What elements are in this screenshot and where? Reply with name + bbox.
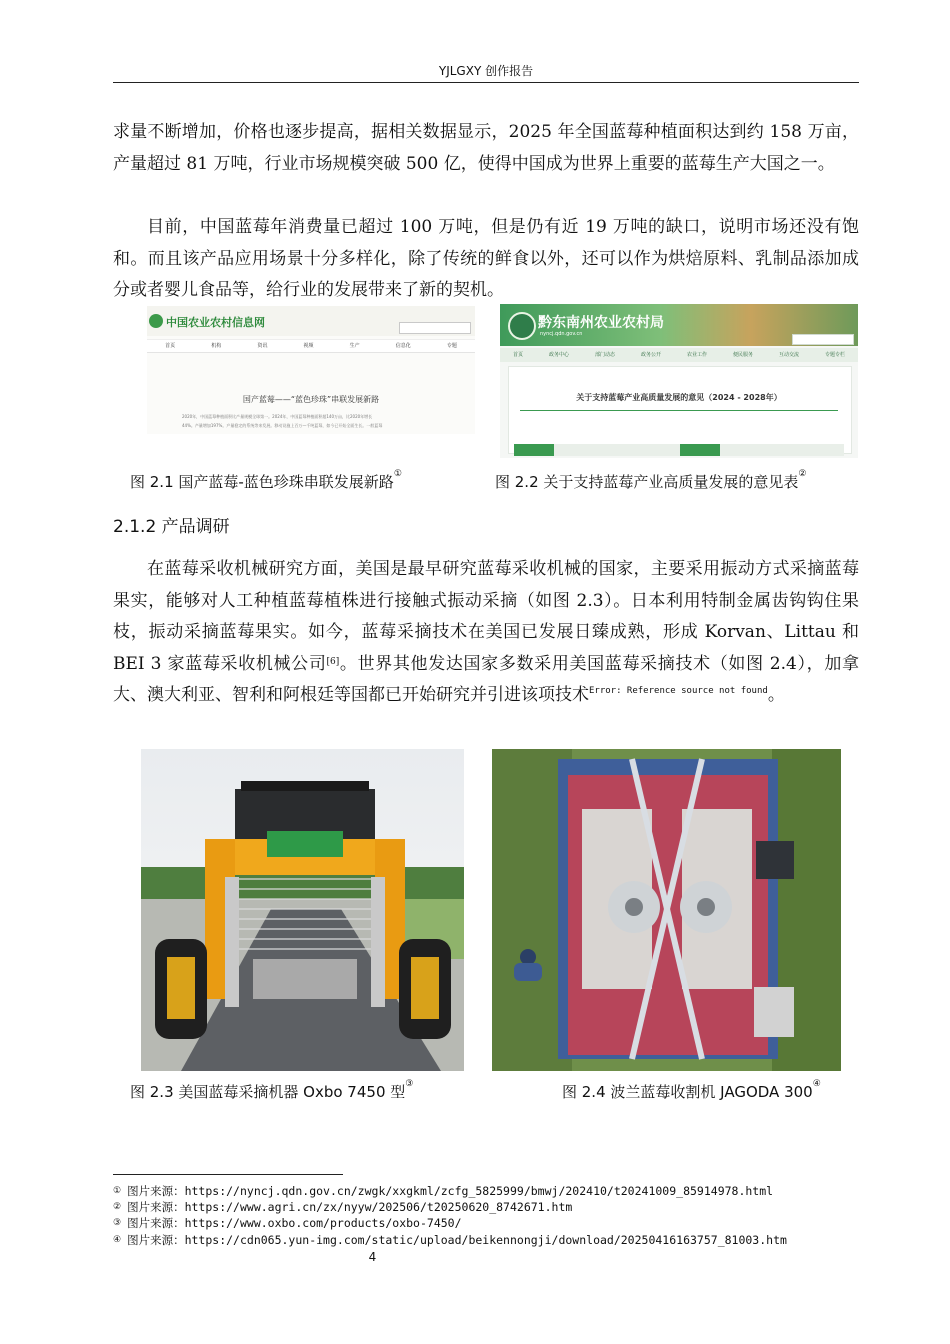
paragraph-2: 目前，中国蓝莓年消费量已超过 100 万吨，但是仍有近 19 万吨的缺口，说明市场还没有饱和。而且该产品应用场景十分多样化，除了传统的鲜食以外，还可以作为烘焙原料、乳制品添加成分或者婴儿食品等，给行业的发展带来了新的契机。 xyxy=(113,217,859,300)
figure-2-1-image xyxy=(147,306,475,434)
figure-2-3-caption: 图 2.3 美国蓝莓采摘机器 Oxbo 7450 型③ xyxy=(130,1079,414,1101)
header-title: YJLGXY 创作报告 xyxy=(438,64,534,78)
fig2-site-name: 黔东南州农业农村局 xyxy=(538,315,664,331)
footnote-link[interactable]: 图片来源：https://nyncj.qdn.gov.cn/zwgk/xxgkml/zcfg_5825999/bmwj/202410/t20241009_85914978.html xyxy=(127,1184,774,1198)
gov-emblem-icon xyxy=(508,312,536,340)
figure-2-2-caption: 图 2.2 关于支持蓝莓产业高质量发展的意见表② xyxy=(495,469,807,491)
nav-item[interactable]: 资讯 xyxy=(257,343,268,349)
nav-item[interactable]: 专题专栏 xyxy=(824,352,845,358)
paragraph-1: 求量不断增加，价格也逐步提高，据相关数据显示，2025 年全国蓝莓种植面积达到约 158 万亩，产量超过 81 万吨，行业市场规模突破 500 亿，使得中国成为世界上重要的蓝莓生产大国之一。 xyxy=(113,122,859,174)
figure-2-3-image xyxy=(141,749,464,1071)
page-number: 4 xyxy=(368,1250,377,1264)
footnote-ref-2[interactable]: ② xyxy=(798,469,807,479)
site-logo-icon xyxy=(149,314,163,328)
fig2-nav xyxy=(500,348,858,362)
citation-ref[interactable]: [6] xyxy=(326,656,340,667)
figure-2-2-image xyxy=(500,304,858,458)
nav-item[interactable]: 便民服务 xyxy=(732,352,753,358)
nav-item[interactable]: 互动交流 xyxy=(778,352,799,358)
footnote-4: ④ 图片来源：https://cdn065.yun-img.com/static/upload/beikennongji/download/20250416163757_81003.htm xyxy=(113,1233,787,1247)
page-header xyxy=(113,62,859,83)
oxbo-harvester-photo xyxy=(141,749,464,1071)
footnote-link[interactable]: 图片来源：https://www.agri.cn/zx/nyyw/202506/t20250620_8742671.htm xyxy=(127,1200,573,1214)
figure-2-1-caption: 图 2.1 国产蓝莓-蓝色珍珠串联发展新路① xyxy=(130,469,402,491)
search-input[interactable] xyxy=(792,334,854,345)
nav-item[interactable]: 首页 xyxy=(165,343,176,349)
jagoda-harvester-photo xyxy=(492,749,841,1071)
footnote-2: ② 图片来源：https://www.agri.cn/zx/nyyw/202506/t20250620_8742671.htm xyxy=(113,1200,573,1214)
fig1-nav xyxy=(147,339,475,353)
fig1-article-title: 国产蓝莓——“蓝色珍珠”串联发展新路 xyxy=(242,395,380,404)
fig1-body-line: 44%。产量增加197%。产量稳定的系统等来发展。移动设施上百万—千吨蓝莓，如今已开始全面生长。一般蓝莓 xyxy=(182,423,383,428)
nav-item[interactable]: 政务公开 xyxy=(640,352,661,358)
footnote-1: ① 图片来源：https://nyncj.qdn.gov.cn/zwgk/xxgkml/zcfg_5825999/bmwj/202410/t20241009_85914978.html xyxy=(113,1184,774,1198)
broken-reference: Error: Reference source not found xyxy=(589,686,768,696)
nav-item[interactable]: 生产 xyxy=(349,343,360,349)
fig2-site-url: nyncj.qdn.gov.cn xyxy=(540,331,583,337)
figure-2-4-image xyxy=(492,749,841,1071)
footnote-ref-1[interactable]: ① xyxy=(393,469,402,479)
nav-item[interactable]: 首页 xyxy=(512,352,523,358)
footnote-3: ③ 图片来源：https://www.oxbo.com/products/oxbo-7450/ xyxy=(113,1216,462,1230)
footnote-separator xyxy=(113,1174,343,1175)
nav-item[interactable]: 视频 xyxy=(303,343,314,349)
footnote-ref-4[interactable]: ④ xyxy=(812,1079,821,1089)
nav-item[interactable]: 农业工作 xyxy=(686,352,707,358)
nav-item[interactable]: 机构 xyxy=(211,343,222,349)
fig1-body-line: 2020年，中国蓝莓种植面积比产量规模全球第一。2024年，中国蓝莓种植面积超140万亩，比2020年增长 xyxy=(182,414,373,419)
fig2-doc-title: 关于支持蓝莓产业高质量发展的意见（2024 - 2028年） xyxy=(576,393,782,402)
nav-item[interactable]: 专题 xyxy=(446,343,457,349)
nav-item[interactable]: 部门动态 xyxy=(594,352,615,358)
paragraph-3: 在蓝莓采收机械研究方面，美国是最早研究蓝莓采收机械的国家，主要采用振动方式采摘蓝莓果实，能够对人工种植蓝莓植株进行接触式振动采摘（如图 2.3）。日本利用特制金属齿钩钩住果枝，振动采摘蓝莓果实。如今，蓝莓采摘技术在美国已发展日臻成熟，形成 Korvan、Littau 和 BEI 3 家蓝莓采收机械公司[6]。世界其他发达国家多数采用美国蓝莓采摘技术（如图 2.4），加拿大、澳大利亚、智利和阿根廷等国都已开始研究并引进该项技术$^{Error: Reference source not found}$。 xyxy=(113,559,859,705)
section-heading: 2.1.2 产品调研 xyxy=(113,517,230,537)
nav-item[interactable]: 政务中心 xyxy=(548,352,569,358)
search-input[interactable] xyxy=(399,322,471,334)
footnote-link[interactable]: 图片来源：https://www.oxbo.com/products/oxbo-7450/ xyxy=(127,1216,462,1230)
footnote-ref-3[interactable]: ③ xyxy=(405,1079,414,1089)
nav-item[interactable]: 信息化 xyxy=(395,343,411,349)
footnote-link[interactable]: 图片来源：https://cdn065.yun-img.com/static/upload/beikennongji/download/20250416163757_81003.htm xyxy=(127,1233,787,1247)
fig1-site-name: 中国农业农村信息网 xyxy=(166,316,265,329)
figure-2-4-caption: 图 2.4 波兰蓝莓收割机 JAGODA 300④ xyxy=(562,1079,821,1101)
